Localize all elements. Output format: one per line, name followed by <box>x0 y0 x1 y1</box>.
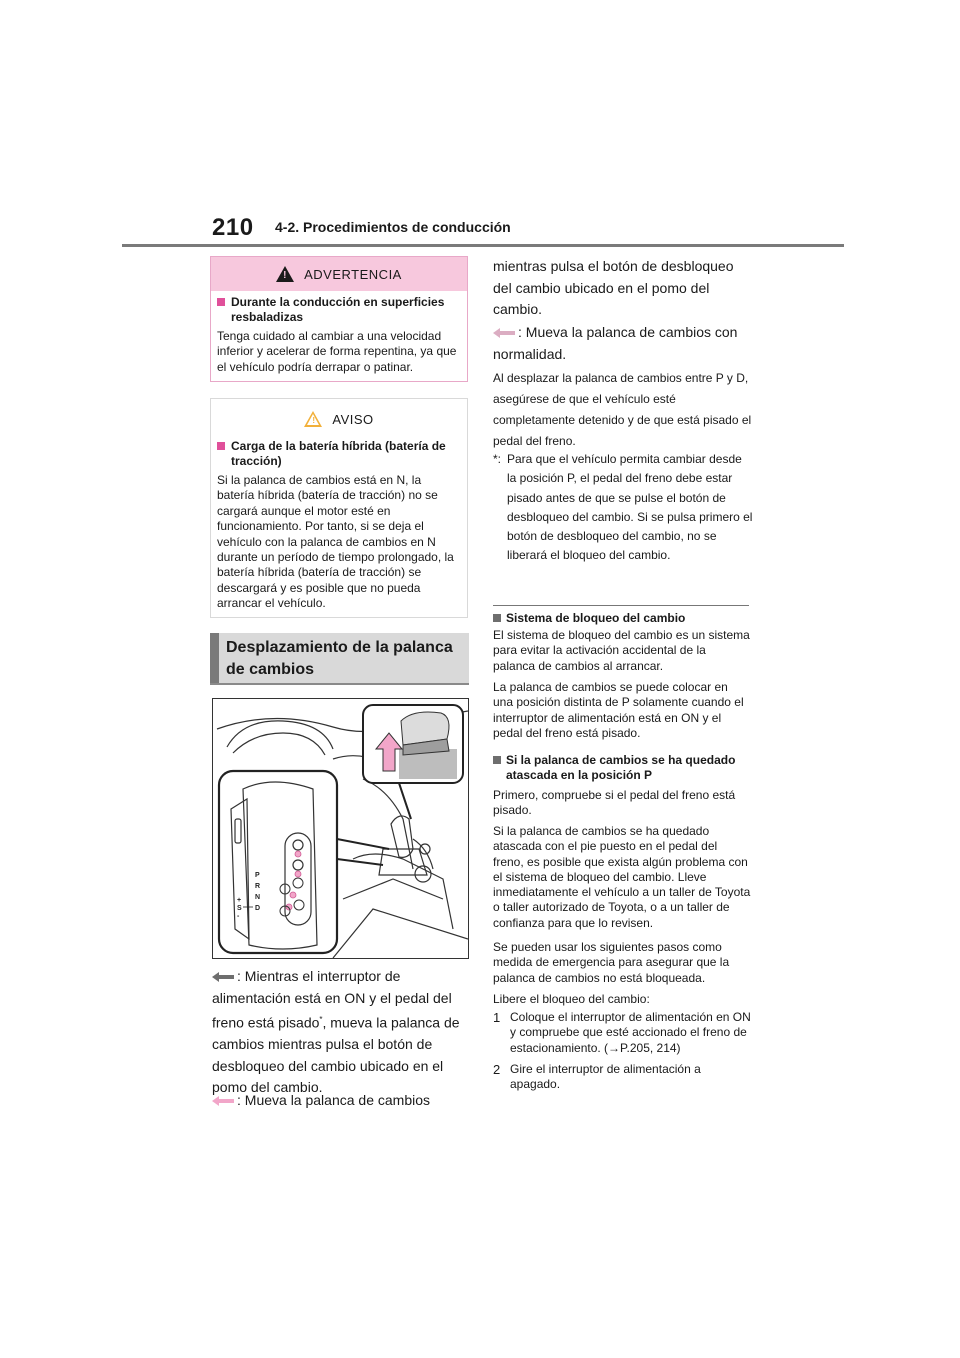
warning-box <box>210 256 468 382</box>
caution-icon: ! <box>304 411 322 427</box>
shift-label-s: S <box>237 905 242 912</box>
warning-icon: ! <box>276 266 294 282</box>
warning-text: Tenga cuidado al cambiar a una velocidad inferior y acelerar de forma repentina, ya que el vehículo podría derrapar o patinar. <box>217 329 457 374</box>
divider <box>493 605 749 606</box>
paragraph-problem: Si la palanca de cambios se ha quedado atascada con el pie puesto en el pedal del freno, es posible que exista algún problema con el sistema de bloqueo del cambio. Lleve inmediatamente el vehículo a un taller de Toyota o taller autorizado de Toyota, o a un taller de confianza para que lo revisen. <box>493 824 751 930</box>
page-number: 210 <box>212 214 254 241</box>
paragraph-p-d: Al desplazar la palanca de cambios entre P y D, asegúrese de que el vehículo esté completamente detenido y de que está pisado el pedal del freno. <box>493 371 752 448</box>
notice-box <box>210 398 468 618</box>
shift-lever-drawing <box>213 699 468 958</box>
step-1: 1 Coloque el interruptor de alimentación en ON y compruebe que esté accionado el freno de estacionamiento. (→P.205, 214) <box>493 1010 751 1055</box>
subheading-shift-lock: Sistema de bloqueo del cambio <box>493 611 751 626</box>
warning-heading: Durante la conducción en superficies resbaladizas <box>211 295 467 325</box>
notice-text: Si la palanca de cambios está en N, la batería híbrida (batería de tracción) no se cargará aunque el motor esté en funcionamiento. Por tanto, si se deja el vehículo con la palanca de cambios en N durante un período de tiempo prolongado, la batería híbrida (batería de tracción) se descargará y es posible que no pueda arrancar el vehículo. <box>217 473 454 611</box>
bullet-square-icon <box>493 756 501 764</box>
step-2: 2 Gire el interruptor de alimentación a apagado. <box>493 1062 701 1092</box>
section-title: 4-2. Procedimientos de conducción <box>275 219 511 235</box>
shift-label-plus: + <box>237 897 242 904</box>
pink-arrow-icon <box>493 329 515 337</box>
section-heading-line2: de cambios <box>226 661 315 678</box>
section-heading-line1: Desplazamiento de la palanca <box>226 639 453 656</box>
paragraph-check-brake: Primero, compruebe si el pedal del freno está pisado. <box>493 788 736 818</box>
shift-label-d: D <box>255 905 261 912</box>
bullet-square-icon <box>217 298 225 306</box>
warning-header <box>211 257 467 291</box>
notice-header <box>211 399 467 439</box>
footnote: *: Para que el vehículo permita cambiar desde la posición P, el pedal del freno debe estar pisado antes de que se pulse el botón de desbloqueo del cambio. Si se pulsa primero el botón de desbloqueo del cambio, no se liberará el bloqueo del cambio. <box>493 452 753 563</box>
bullet-square-icon <box>217 442 225 450</box>
paragraph-move: : Mueva la palanca de cambios <box>212 1090 472 1112</box>
warning-title: ADVERTENCIA <box>304 266 402 282</box>
pink-arrow-icon <box>212 1097 234 1105</box>
paragraph-release: Libere el bloqueo del cambio: <box>493 992 650 1006</box>
bullet-square-icon <box>493 614 501 622</box>
shift-label-n: N <box>255 894 261 901</box>
subheading-stuck: Si la palanca de cambios se ha quedado atascada en la posición P <box>493 753 751 783</box>
paragraph-shift-lock: El sistema de bloqueo del cambio es un sistema para evitar la activación accidental de la palanca de cambios al arrancar. <box>493 628 750 673</box>
shift-lever-illustration <box>212 698 469 959</box>
notice-heading: Carga de la batería híbrida (batería de tracción) <box>211 439 467 469</box>
shift-label-r: R <box>255 883 261 890</box>
header-rule <box>122 244 844 247</box>
paragraph-unlock: : Mientras el interruptor de alimentación está en ON y el pedal del freno está pisado*, mueva la palanca de cambios mientras pulsa el botón de desbloqueo del cambio ubicado en el pomo del cambio. <box>212 968 460 1096</box>
section-heading <box>210 633 469 685</box>
paragraph-position: La palanca de cambios se puede colocar en una posición distinta de P solamente cuando el interruptor de alimentación está en ON y el pedal del freno está pisado. <box>493 680 744 740</box>
notice-title: AVISO <box>332 411 374 427</box>
paragraph-emergency: Se pueden usar los siguientes pasos como medida de emergencia para asegurar que la palanca de cambios no está bloqueada. <box>493 940 730 985</box>
dark-arrow-icon <box>212 973 234 981</box>
shift-label-p: P <box>255 872 260 879</box>
shift-label-minus: - <box>237 913 240 920</box>
paragraph-normal: : Mueva la palanca de cambios con normalidad. <box>493 324 738 362</box>
paragraph-continue: mientras pulsa el botón de desbloqueo del cambio ubicado en el pomo del cambio. <box>493 258 734 317</box>
